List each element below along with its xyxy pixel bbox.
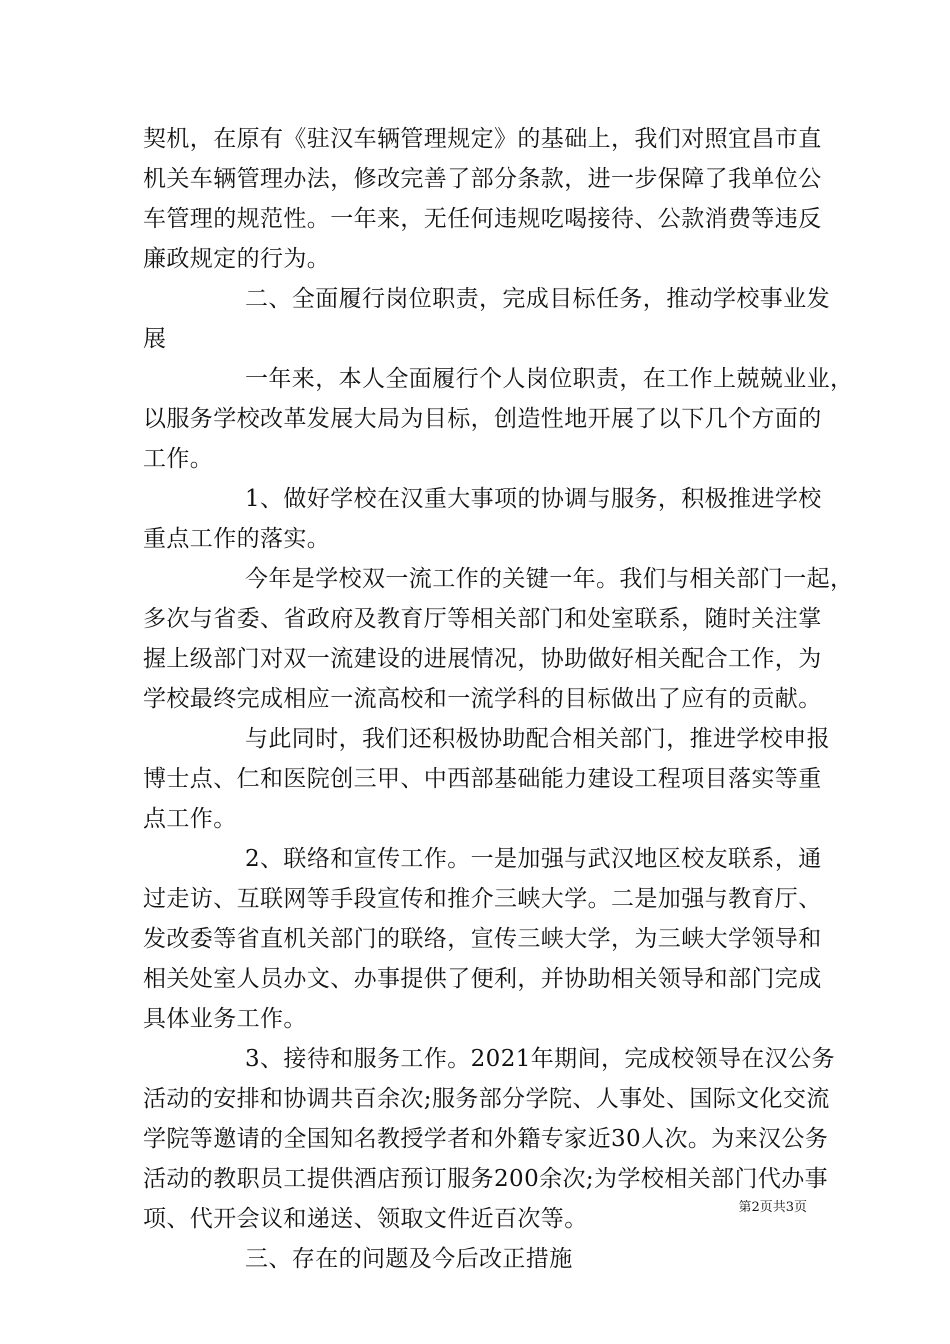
text-line: 以服务学校改革发展大局为目标，创造性地开展了以下几个方面的	[143, 406, 822, 432]
subsection-heading-1-cont: 重点工作的落实。	[143, 526, 331, 552]
section-heading-3: 三、存在的问题及今后改正措施	[245, 1246, 573, 1272]
text-line: 博士点、仁和医院创三甲、中西部基础能力建设工程项目落实等重	[143, 766, 822, 792]
text-line: 学院等邀请的全国知名教授学者和外籍专家近30人次。为来汉公务	[143, 1126, 829, 1152]
text-line: 握上级部门对双一流建设的进展情况，协助做好相关配合工作，为	[143, 646, 822, 672]
text-line: 车管理的规范性。一年来，无任何违规吃喝接待、公款消费等违反	[143, 206, 822, 232]
text-line: 机关车辆管理办法，修改完善了部分条款，进一步保障了我单位公	[143, 166, 822, 192]
text-line: 一年来，本人全面履行个人岗位职责，在工作上兢兢业业，	[245, 366, 854, 392]
text-line: 项、代开会议和递送、领取文件近百次等。	[143, 1206, 588, 1232]
subsection-heading-3: 3、接待和服务工作。2021年期间，完成校领导在汉公务	[245, 1046, 835, 1072]
text-line: 工作。	[143, 446, 214, 472]
text-line: 学校最终完成相应一流高校和一流学科的目标做出了应有的贡献。	[143, 686, 822, 712]
text-line: 今年是学校双一流工作的关键一年。我们与相关部门一起，	[245, 566, 854, 592]
subsection-heading-1: 1、做好学校在汉重大事项的协调与服务，积极推进学校	[245, 486, 822, 512]
text-line: 点工作。	[143, 806, 237, 832]
text-line: 活动的安排和协调共百余次;服务部分学院、人事处、国际文化交流	[143, 1086, 830, 1112]
section-heading-2: 二、全面履行岗位职责，完成目标任务，推动学校事业发	[245, 286, 830, 312]
document-body	[143, 119, 854, 1279]
page-number: 第2页共3页	[738, 1200, 807, 1215]
text-line: 发改委等省直机关部门的联络，宣传三峡大学，为三峡大学领导和	[143, 926, 822, 952]
text-line: 相关处室人员办文、办事提供了便利，并协助相关领导和部门完成	[143, 966, 822, 992]
text-line: 过走访、互联网等手段宣传和推介三峡大学。二是加强与教育厅、	[143, 886, 822, 912]
text-line: 契机，在原有《驻汉车辆管理规定》的基础上，我们对照宜昌市直	[143, 126, 822, 152]
text-line: 具体业务工作。	[143, 1006, 307, 1032]
subsection-heading-2: 2、联络和宣传工作。一是加强与武汉地区校友联系，通	[245, 846, 822, 872]
section-heading-2-cont: 展	[143, 326, 167, 352]
text-line: 多次与省委、省政府及教育厅等相关部门和处室联系，随时关注掌	[143, 606, 822, 632]
text-line: 廉政规定的行为。	[143, 246, 331, 272]
text-line: 与此同时，我们还积极协助配合相关部门，推进学校申报	[245, 726, 830, 752]
text-line: 活动的教职员工提供酒店预订服务200余次;为学校相关部门代办事	[143, 1166, 829, 1192]
